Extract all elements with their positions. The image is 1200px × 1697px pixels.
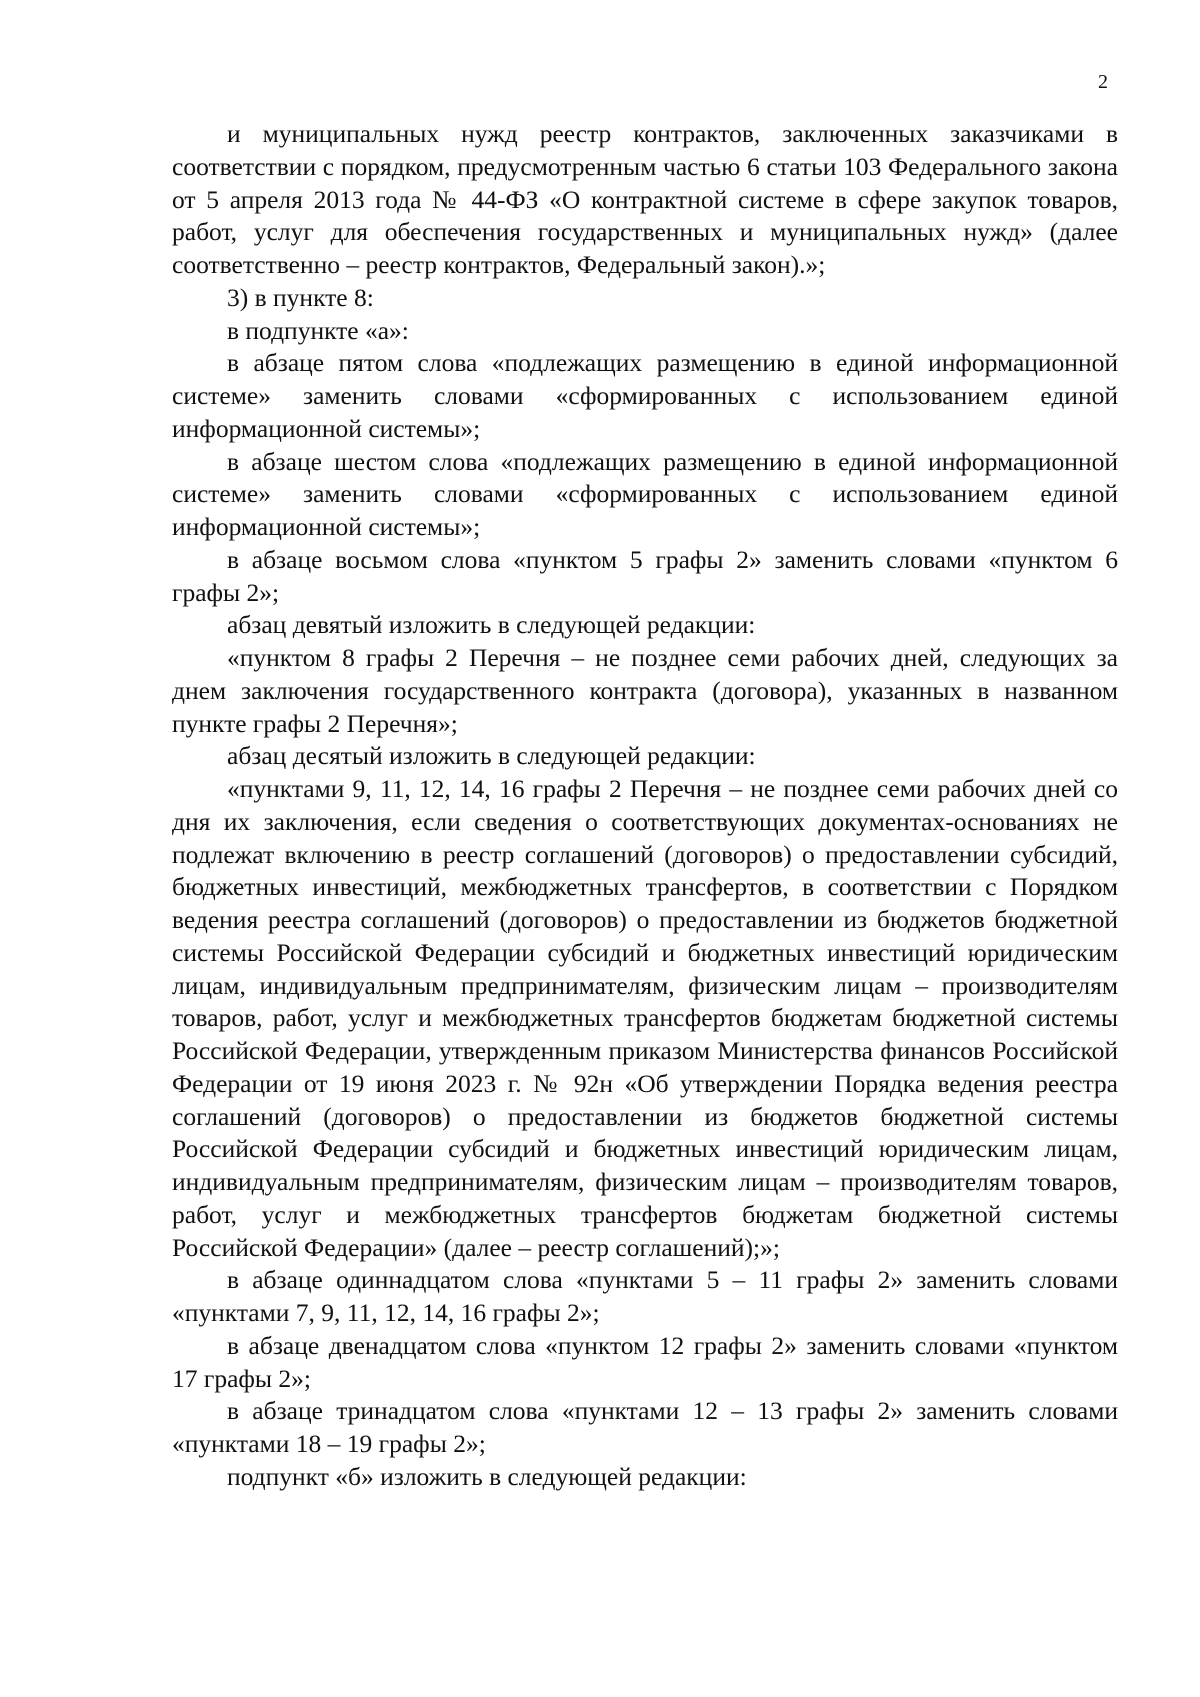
page-number: 2 xyxy=(1098,71,1108,93)
paragraph-fifth-abzac: в абзаце пятом слова «подлежащих размещению в единой информационной системе» заменить словами «сформированных с использованием единой информационной системы»; xyxy=(172,348,1118,443)
paragraph-item-3: 3) в пункте 8: xyxy=(227,282,374,312)
paragraph-tenth-abzac-text: «пунктами 9, 11, 12, 14, 16 графы 2 Перечня – не позднее семи рабочих дней со дня их заключения, если сведения о соответствующих документах-основаниях не подлежат включению в реестр соглашений (договоров) о предоставлении субсидий, бюджетных инвестиций, межбюджетных трансфертов, в соответствии с Порядком ведения реестра соглашений (договоров) о предоставлении из бюджетов бюджетной системы Российской Федерации субсидий и бюджетных инвестиций юридическим лицам, индивидуальным предпринимателям, физическим лицам – производителям товаров, работ, услуг и межбюджетных трансфертов бюджетам бюджетной системы Российской Федерации, утвержденным приказом Министерства финансов Российской Федерации от 19 июня 2023 г. № 92н «Об утверждении Порядка ведения реестра соглашений (договоров) о предоставлении из бюджетов бюджетной системы Российской Федерации субсидий и бюджетных инвестиций юридическим лицам, индивидуальным предпринимателям, физическим лицам – производителям товаров, работ, услуг и межбюджетных трансфертов бюджетам бюджетной системы Российской Федерации» (далее – реестр соглашений);»; xyxy=(172,774,1118,1262)
paragraph-continuation: и муниципальных нужд реестр контрактов, заключенных заказчиками в соответствии с порядком, предусмотренным частью 6 статьи 103 Федерального закона от 5 апреля 2013 года № 44-ФЗ «О контрактной системе в сфере закупок товаров, работ, услуг для обеспечения государственных и муниципальных нужд» (далее соответственно – реестр контрактов, Федеральный закон).»; xyxy=(172,119,1118,279)
paragraph-ninth-abzac-intro: абзац девятый изложить в следующей редакции: xyxy=(227,610,756,640)
paragraph-ninth-abzac-text: «пунктом 8 графы 2 Перечня – не позднее семи рабочих дней, следующих за днем заключения государственного контракта (договора), указанных в названном пункте графы 2 Перечня»; xyxy=(172,643,1118,738)
paragraph-twelfth-abzac: в абзаце двенадцатом слова «пунктом 12 графы 2» заменить словами «пунктом 17 графы 2»; xyxy=(172,1330,1118,1393)
paragraph-subitem-b: подпункт «б» изложить в следующей редакции: xyxy=(227,1461,747,1491)
paragraph-subitem-a: в подпункте «а»: xyxy=(227,315,409,345)
paragraph-eleventh-abzac: в абзаце одиннадцатом слова «пунктами 5 – 11 графы 2» заменить словами «пунктами 7, 9, 11, 12, 14, 16 графы 2»; xyxy=(172,1265,1118,1327)
paragraph-tenth-abzac-intro: абзац десятый изложить в следующей редакции: xyxy=(227,741,756,771)
document-body xyxy=(172,118,1118,1494)
paragraph-thirteenth-abzac: в абзаце тринадцатом слова «пунктами 12 – 13 графы 2» заменить словами «пунктами 18 – 19 графы 2»; xyxy=(172,1396,1118,1458)
paragraph-eighth-abzac: в абзаце восьмом слова «пунктом 5 графы 2» заменить словами «пунктом 6 графы 2»; xyxy=(172,544,1118,607)
paragraph-sixth-abzac: в абзаце шестом слова «подлежащих размещению в единой информационной системе» заменить словами «сформированных с использованием единой информационной системы»; xyxy=(172,446,1118,541)
